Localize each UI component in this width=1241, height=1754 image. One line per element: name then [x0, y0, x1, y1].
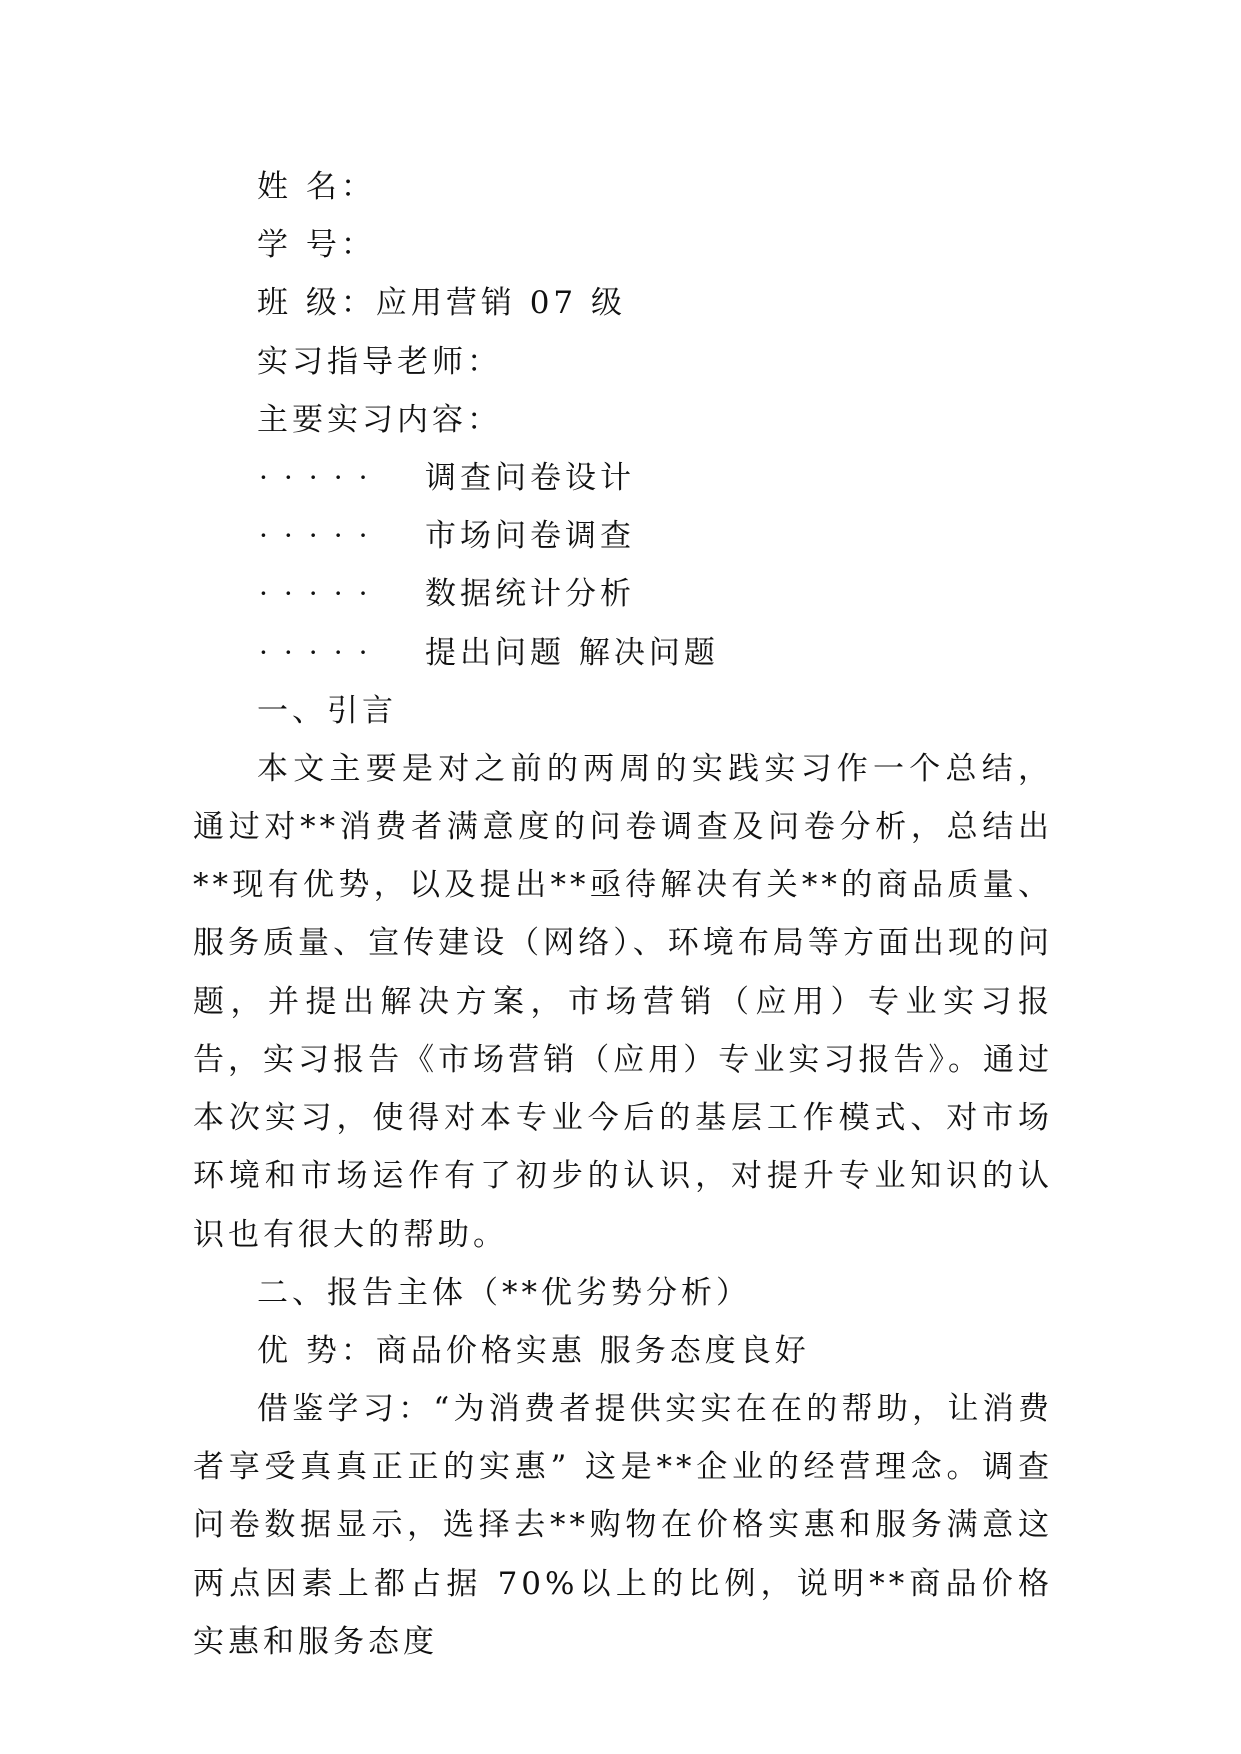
bullet-dots: ····· [259, 460, 384, 494]
section2-heading: 二、报告主体（**优劣势分析） [257, 1274, 751, 1311]
bullet-item [193, 507, 1053, 565]
main-content-title: 主要实习内容： [257, 401, 502, 438]
student-id-field: 学 号： [257, 227, 376, 264]
bullet-text: 提出问题 解决问题 [425, 634, 719, 671]
bullet-text: 市场问卷调查 [425, 518, 635, 555]
bullet-dots: ····· [259, 519, 384, 553]
bullet-dots: ····· [259, 577, 384, 611]
bullet-text: 调查问卷设计 [425, 459, 635, 496]
bullet-item [193, 624, 1053, 682]
bullet-text: 数据统计分析 [425, 576, 635, 613]
supervisor-field: 实习指导老师： [257, 343, 502, 380]
advantage-line: 优 势：商品价格实惠 服务态度良好 [257, 1332, 810, 1369]
document-body [193, 158, 1053, 1671]
section1-paragraph: 本文主要是对之前的两周的实践实习作一个总结，通过对**消费者满意度的问卷调查及问卷分析，总结出**现有优势，以及提出**亟待解决有关**的商品质量、服务质量、宣传建设（网络）、环境布局等方面出现的问题，并提出解决方案，市场营销（应用）专业实习报告，实习报告《市场营销（应用）专业实习报告》。通过本次实习，使得对本专业今后的基层工作模式、对市场环境和市场运作有了初步的认识，对提升专业知识的认识也有很大的帮助。 [193, 750, 1053, 1253]
section2-paragraph: 借鉴学习：“为消费者提供实实在在的帮助，让消费者享受真真正正的实惠” 这是**企业的经营理念。调查问卷数据显示，选择去**购物在价格实惠和服务满意这两点因素上都占据 70%以上的比例，说明**商品价格实惠和服务态度 [193, 1391, 1053, 1660]
section1-heading: 一、引言 [257, 692, 397, 729]
bullet-item [193, 565, 1053, 623]
bullet-item [193, 449, 1053, 507]
name-field: 姓 名： [257, 169, 376, 205]
class-field: 班 级：应用营销 07 级 [257, 285, 627, 322]
bullet-dots: ····· [259, 635, 384, 669]
